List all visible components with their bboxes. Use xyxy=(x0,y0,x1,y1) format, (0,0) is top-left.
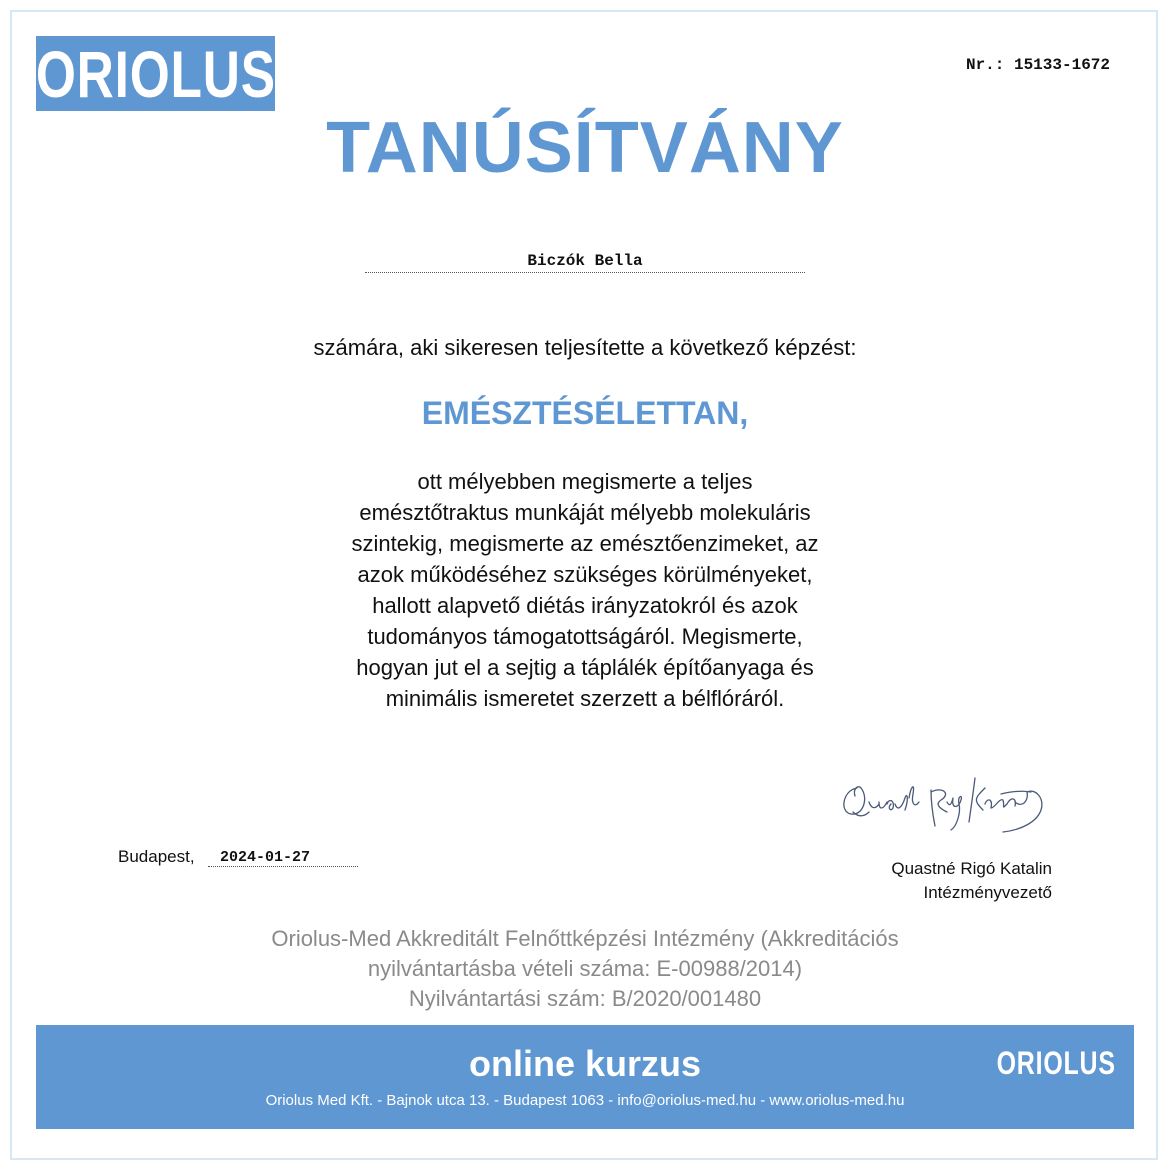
description-line: hogyan jut el a sejtig a táplálék építőanyaga és xyxy=(356,655,814,680)
accreditation-line: nyilvántartásba vételi száma: E-00988/2014) xyxy=(367,956,803,981)
certificate-title: TANÚSÍTVÁNY xyxy=(326,108,844,188)
footer-title: online kurzus xyxy=(468,1043,702,1084)
issue-place: Budapest, xyxy=(118,847,195,866)
issue-date: 2024-01-27 xyxy=(208,849,358,867)
description-line: minimális ismeretet szerzett a bélflóráról. xyxy=(385,686,785,711)
signature-image xyxy=(835,768,1055,853)
course-name: EMÉSZTÉSÉLETTAN, xyxy=(421,395,749,431)
footer-logo: ORIOLUS xyxy=(996,1045,1116,1081)
signer-block xyxy=(891,857,1052,905)
signer-title: Intézményvezető xyxy=(923,883,1052,902)
signer-name: Quastné Rigó Katalin xyxy=(891,859,1052,878)
description-line: hallott alapvető diétás irányzatokról és azok xyxy=(372,593,798,618)
recipient-name: Biczók Bella xyxy=(365,252,805,273)
description-line: szintekig, megismerte az emésztőenzimeket, az xyxy=(351,531,819,556)
oriolus-logo xyxy=(36,36,275,111)
description-line: tudományos támogatottságáról. Megismerte, xyxy=(367,624,803,649)
intro-text: számára, aki sikeresen teljesítette a következő képzést: xyxy=(313,335,857,360)
accreditation-line: Nyilvántartási szám: B/2020/001480 xyxy=(408,986,762,1011)
course-description xyxy=(300,466,870,714)
description-line: ott mélyebben megismerte a teljes xyxy=(417,469,753,494)
logo-text: ORIOLUS xyxy=(35,36,276,111)
accreditation-info xyxy=(0,924,1170,1014)
footer-contact: Oriolus Med Kft. - Bajnok utca 13. - Budapest 1063 - info@oriolus-med.hu - www.oriolus-med.hu xyxy=(265,1092,905,1109)
certificate-number: Nr.: 15133-1672 xyxy=(965,56,1110,74)
accreditation-line: Oriolus-Med Akkreditált Felnőttképzési Intézmény (Akkreditációs xyxy=(271,926,899,951)
description-line: azok működéséhez szükséges körülményeket, xyxy=(357,562,813,587)
footer-banner xyxy=(36,1025,1134,1129)
description-line: emésztőtraktus munkáját mélyebb molekuláris xyxy=(359,500,811,525)
